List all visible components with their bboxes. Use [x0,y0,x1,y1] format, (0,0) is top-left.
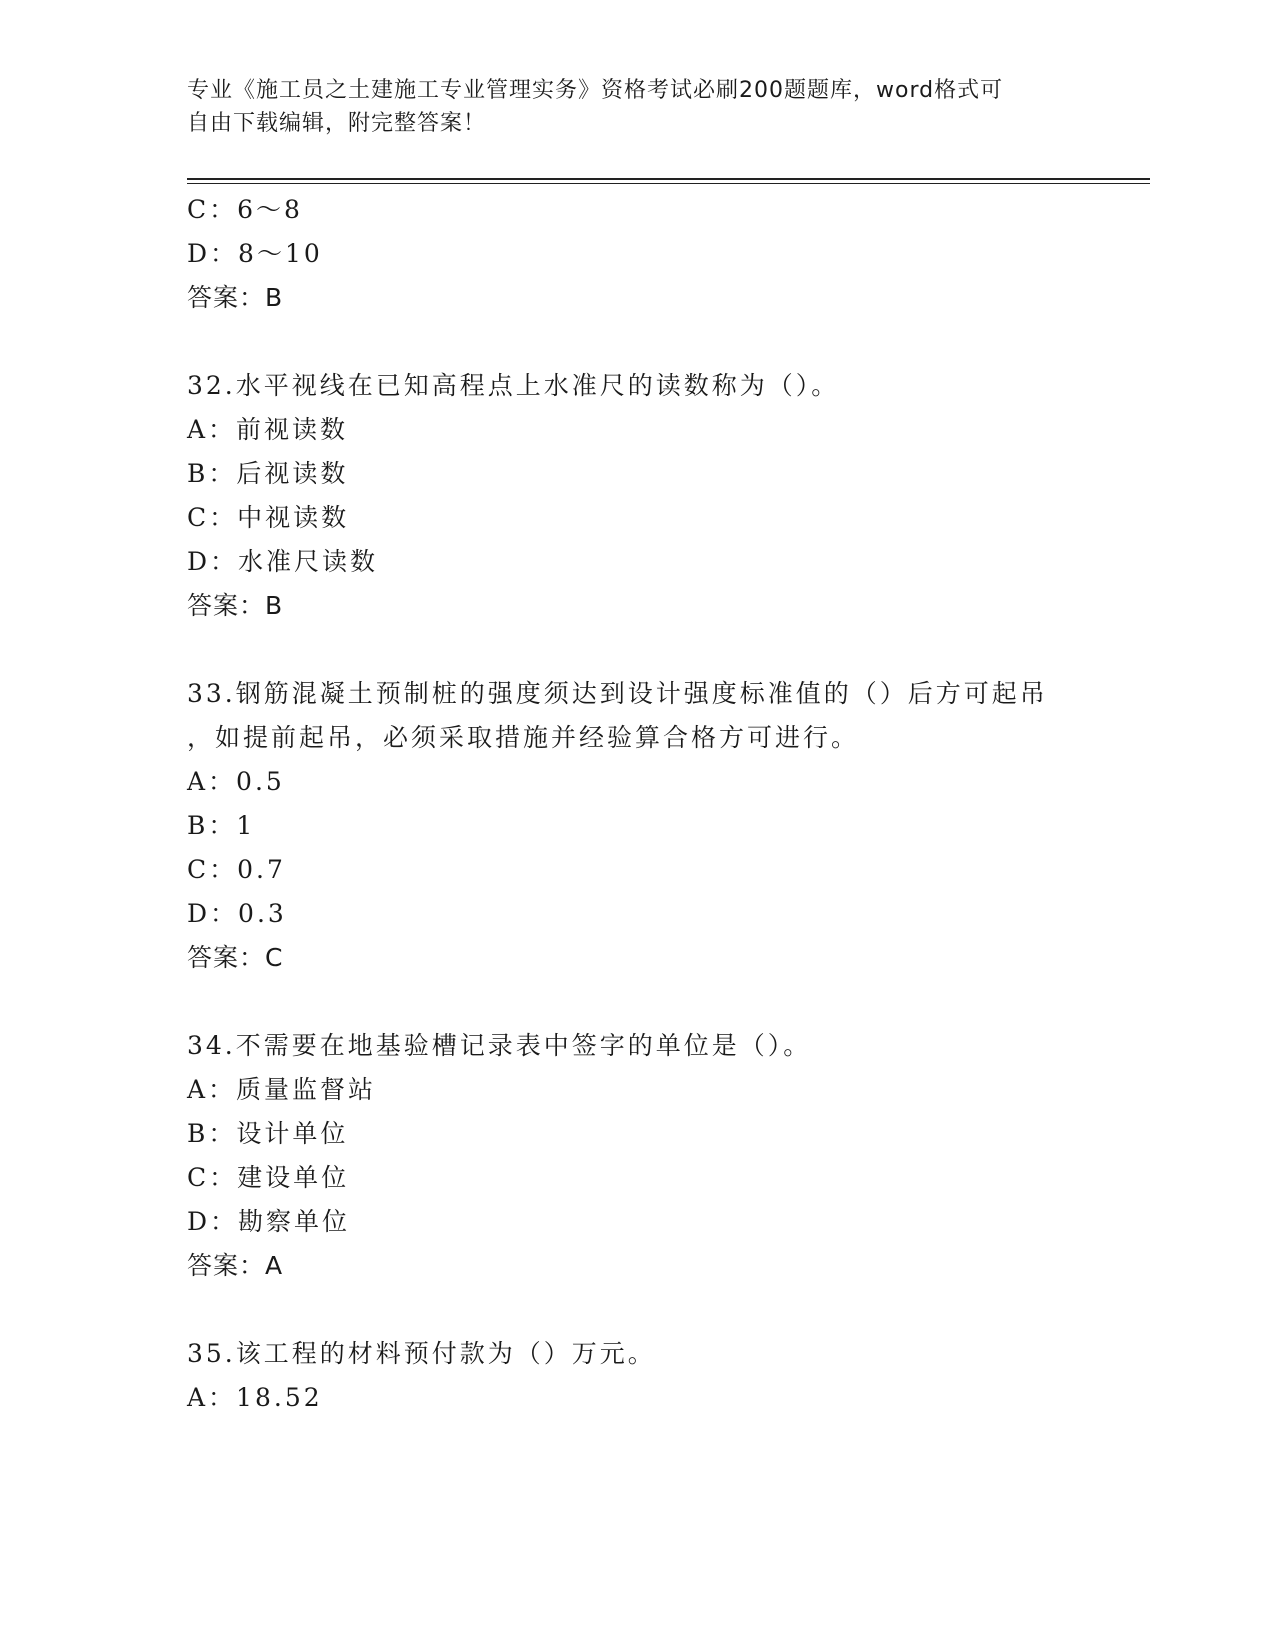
question-33-option-a: A：0.5 [187,767,285,796]
answer: 答案：B [187,283,284,312]
question-32-answer: 答案：B [187,591,284,620]
option-c: C：6～8 [187,195,303,224]
option-d: D：8～10 [187,239,323,268]
header-divider-thin [187,183,1150,184]
question-34-option-a: A：质量监督站 [187,1075,377,1104]
question-33-stem-line-2: ，如提前起吊，必须采取措施并经验算合格方可进行。 [187,723,860,752]
question-32-option-b: B：后视读数 [187,459,349,488]
question-32-stem: 32.水平视线在已知高程点上水准尺的读数称为（）。 [187,371,840,400]
page-header [187,74,1087,140]
question-33-option-b: B：1 [187,811,256,840]
question-35-stem: 35.该工程的材料预付款为（）万元。 [187,1339,656,1368]
header-line-1: 专业《施工员之土建施工专业管理实务》资格考试必刷200题题库，word格式可 [187,78,1004,103]
question-34-stem: 34.不需要在地基验槽记录表中签字的单位是（）。 [187,1031,812,1060]
question-32-option-d: D：水准尺读数 [187,547,379,576]
question-33-option-d: D：0.3 [187,899,287,928]
question-32-option-a: A：前视读数 [187,415,349,444]
question-32-option-c: C：中视读数 [187,503,350,532]
header-divider-thick [187,178,1150,180]
question-34-answer: 答案：A [187,1251,284,1280]
question-35-option-a: A：18.52 [187,1383,323,1412]
header-line-2: 自由下载编辑，附完整答案！ [187,111,487,136]
question-33-answer: 答案：C [187,943,284,972]
question-33-stem-line-1: 33.钢筋混凝土预制桩的强度须达到设计强度标准值的（）后方可起吊 [187,679,1048,708]
question-34-option-c: C：建设单位 [187,1163,350,1192]
question-34-option-d: D：勘察单位 [187,1207,351,1236]
question-34-option-b: B：设计单位 [187,1119,349,1148]
question-33-option-c: C：0.7 [187,855,286,884]
